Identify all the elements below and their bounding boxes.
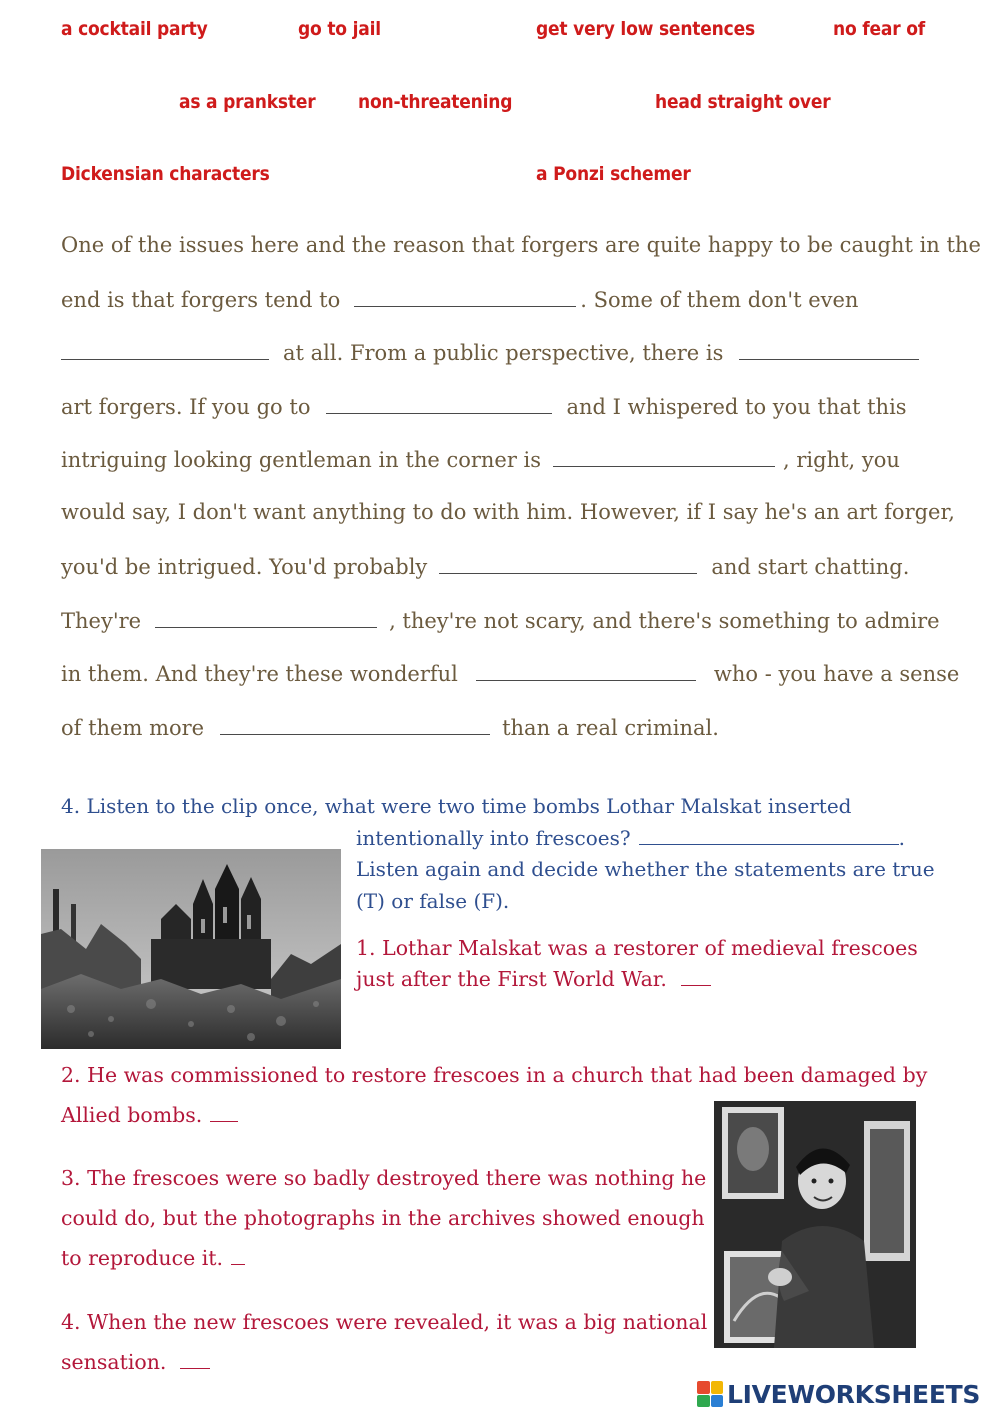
statement-3-line: to reproduce it. <box>61 1246 245 1270</box>
answer-blank-time-bombs[interactable] <box>639 826 899 845</box>
passage-line: end is that forgers tend to . Some of them don't even <box>61 288 859 312</box>
statement-4-line: 4. When the new frescoes were revealed, it was a big national <box>61 1310 708 1334</box>
passage-line: of them more than a real criminal. <box>61 716 719 740</box>
word-bank-item[interactable]: get very low sentences <box>536 18 755 40</box>
statement-3-line: 3. The frescoes were so badly destroyed there was nothing he <box>61 1166 707 1190</box>
answer-blank-statement-1[interactable] <box>681 967 711 986</box>
word-bank-item[interactable]: a Ponzi schemer <box>536 163 691 185</box>
passage-line: They're , they're not scary, and there's something to admire <box>61 609 940 633</box>
statement-1-line: just after the First World War. <box>356 967 711 991</box>
logo-text: LIVEWORKSHEETS <box>727 1379 981 1409</box>
passage-line: you'd be intrigued. You'd probably and start chatting. <box>61 555 910 579</box>
answer-blank-9[interactable] <box>220 714 490 735</box>
answer-blank-3[interactable] <box>739 339 919 360</box>
passage-line: One of the issues here and the reason that forgers are quite happy to be caught in the <box>61 233 981 257</box>
statement-3-line: could do, but the photographs in the archives showed enough <box>61 1206 705 1230</box>
passage-line: at all. From a public perspective, there is <box>61 339 923 365</box>
answer-blank-7[interactable] <box>155 607 377 628</box>
word-bank-item[interactable]: as a prankster <box>179 91 316 113</box>
question-4-line: Listen again and decide whether the statements are true <box>356 857 935 881</box>
statement-4-line: sensation. <box>61 1350 210 1374</box>
lothar-malskat-photo <box>714 1101 916 1348</box>
passage-line: would say, I don't want anything to do with him. However, if I say he's an art forger, <box>61 500 955 524</box>
word-bank-item[interactable]: go to jail <box>298 18 381 40</box>
liveworksheets-logo-icon <box>697 1381 723 1407</box>
word-bank-item[interactable]: head straight over <box>655 91 831 113</box>
answer-blank-statement-2[interactable] <box>210 1103 238 1122</box>
church-ruins-photo <box>41 849 341 1049</box>
liveworksheets-logo <box>697 1378 980 1410</box>
answer-blank-statement-4[interactable] <box>180 1350 210 1369</box>
question-4-line: 4. Listen to the clip once, what were two time bombs Lothar Malskat inserted <box>61 794 852 818</box>
statement-2-line: Allied bombs. <box>61 1103 238 1127</box>
word-bank-item[interactable]: Dickensian characters <box>61 163 270 185</box>
passage-line: intriguing looking gentleman in the corner is , right, you <box>61 448 900 472</box>
answer-blank-8[interactable] <box>476 660 696 681</box>
question-4-line: (T) or false (F). <box>356 889 510 913</box>
question-4-line: intentionally into frescoes? . <box>356 826 905 850</box>
statement-1-line: 1. Lothar Malskat was a restorer of medieval frescoes <box>356 936 918 960</box>
word-bank-item[interactable]: non-threatening <box>358 91 513 113</box>
answer-blank-4[interactable] <box>326 393 552 414</box>
answer-blank-6[interactable] <box>439 553 697 574</box>
answer-blank-statement-3[interactable] <box>231 1246 245 1265</box>
word-bank-item[interactable]: no fear of <box>833 18 925 40</box>
answer-blank-5[interactable] <box>553 446 775 467</box>
passage-line: art forgers. If you go to and I whispered to you that this <box>61 395 907 419</box>
statement-2-line: 2. He was commissioned to restore frescoes in a church that had been damaged by <box>61 1063 928 1087</box>
word-bank-item[interactable]: a cocktail party <box>61 18 208 40</box>
passage-line: in them. And they're these wonderful who - you have a sense <box>61 662 960 686</box>
answer-blank-2[interactable] <box>61 339 269 360</box>
answer-blank-1[interactable] <box>354 286 576 307</box>
